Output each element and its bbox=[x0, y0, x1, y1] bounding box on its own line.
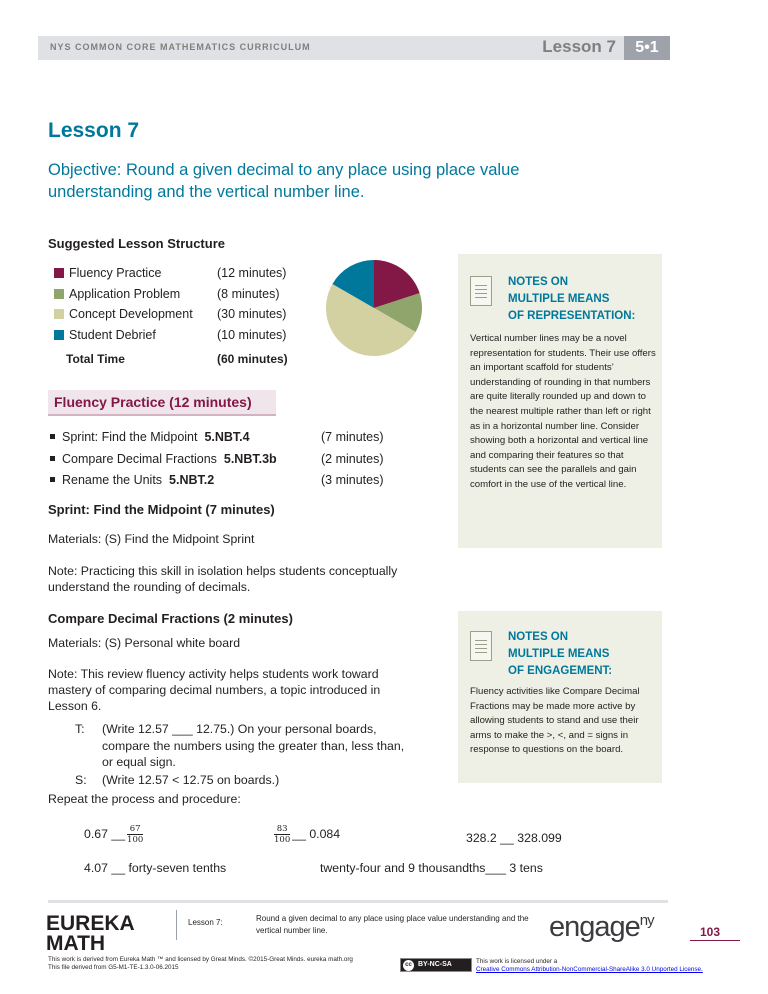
fluency-item-text: Compare Decimal Fractions bbox=[62, 451, 217, 466]
fraction-denominator: 100 bbox=[127, 835, 144, 845]
footer-lesson: Lesson 7: bbox=[188, 918, 223, 927]
fluency-item-minutes: (3 minutes) bbox=[321, 473, 384, 488]
bullet-icon bbox=[50, 477, 55, 482]
page-number-underline bbox=[690, 940, 740, 941]
notes-heading-line: MULTIPLE MEANS bbox=[508, 648, 610, 660]
structure-heading: Suggested Lesson Structure bbox=[48, 236, 225, 251]
teacher-line bbox=[48, 721, 448, 771]
structure-row bbox=[54, 287, 304, 308]
dialogue-text: (Write 12.57 ___ 12.75.) On your personal boards, compare the numbers using the greater than, less than, or equal sign. bbox=[102, 722, 405, 769]
compare-note: Note: This review fluency activity helps students work toward mastery of comparing decimal numbers, a topic introduced in Lesson 6. bbox=[48, 667, 381, 713]
notes-body: Vertical number lines may be a novel representation for students. Their use offers an important scaffold for students’ understanding of rounding in that numbers are quite literally rounded up and down to the nearest multiple rather than left or right as in a horizontal number line. Consider showing both a horizontal and vertical line and comparing their features so that students can see the parallels and gain comfort in the use of the vertical line. bbox=[470, 333, 656, 490]
speaker-label: S: bbox=[75, 773, 87, 787]
notes-representation-box bbox=[458, 254, 662, 548]
credit-line: This file derived from G5-M1-TE-1.3.0-06.2015 bbox=[48, 964, 179, 971]
repeat-instruction: Repeat the process and procedure: bbox=[48, 792, 241, 806]
fraction-numerator: 67 bbox=[127, 824, 143, 835]
legend-swatch bbox=[54, 268, 64, 278]
cc-icon: cc bbox=[403, 960, 414, 971]
legend-swatch bbox=[54, 309, 64, 319]
comparison-expression: 4.07 __ forty-seven tenths bbox=[84, 861, 227, 875]
sprint-materials: Materials: (S) Find the Midpoint Sprint bbox=[48, 532, 255, 546]
bullet-icon bbox=[50, 434, 55, 439]
total-label: Total Time bbox=[66, 352, 125, 366]
fraction-numerator: 83 bbox=[274, 824, 290, 835]
fluency-item-text: Sprint: Find the Midpoint bbox=[62, 430, 198, 444]
legend-swatch bbox=[54, 330, 64, 340]
fluency-list bbox=[50, 430, 400, 495]
license-link[interactable]: Creative Commons Attribution-NonCommercial-ShareAlike 3.0 Unported License. bbox=[476, 966, 703, 973]
curriculum-label: NYS COMMON CORE MATHEMATICS CURRICULUM bbox=[50, 42, 311, 52]
objective: Objective: Round a given decimal to any place using place value understanding and the vertical number line. bbox=[48, 161, 520, 201]
comparison-expression bbox=[272, 824, 340, 845]
comparison-expression: 328.2 __ 328.099 bbox=[466, 831, 562, 845]
structure-label: Concept Development bbox=[69, 307, 193, 321]
fluency-item-standard: 5.NBT.4 bbox=[204, 430, 250, 444]
fluency-item-minutes: (2 minutes) bbox=[321, 451, 384, 466]
structure-row bbox=[54, 328, 304, 349]
footer-description: Round a given decimal to any place using place value understanding and the vertical number line. bbox=[256, 914, 529, 935]
fluency-item-minutes: (7 minutes) bbox=[321, 430, 384, 444]
fraction bbox=[274, 824, 290, 845]
footer-credits bbox=[48, 956, 353, 972]
notes-heading-line: OF ENGAGEMENT: bbox=[508, 665, 613, 677]
sprint-note: Note: Practicing this skill in isolation helps students conceptually understand the rounding of decimals. bbox=[48, 564, 398, 594]
fluency-banner-text: Fluency Practice (12 minutes) bbox=[54, 394, 252, 410]
fluency-item-standard: 5.NBT.2 bbox=[169, 473, 215, 488]
structure-row bbox=[54, 266, 304, 287]
fluency-item bbox=[50, 430, 400, 452]
license-text bbox=[476, 958, 703, 974]
fluency-item-standard: 5.NBT.3b bbox=[223, 451, 277, 466]
dialogue-text: (Write 12.57 < 12.75 on boards.) bbox=[102, 773, 280, 787]
structure-label: Application Problem bbox=[69, 286, 181, 301]
expression-text: __ 0.084 bbox=[292, 826, 341, 841]
structure-minutes: (10 minutes) bbox=[217, 327, 287, 342]
logo-line: MATH bbox=[46, 932, 106, 955]
notes-heading-line: NOTES ON bbox=[508, 631, 569, 643]
legend-swatch bbox=[54, 289, 64, 299]
sprint-heading: Sprint: Find the Midpoint (7 minutes) bbox=[48, 502, 275, 517]
fraction bbox=[127, 824, 143, 845]
engageny-logo bbox=[549, 912, 654, 942]
expression-text: 0.67 __ bbox=[84, 826, 126, 841]
structure-label: Fluency Practice bbox=[69, 266, 162, 280]
notes-heading-line: MULTIPLE MEANS bbox=[508, 293, 610, 305]
notes-icon bbox=[470, 276, 492, 306]
compare-materials: Materials: (S) Personal white board bbox=[48, 636, 241, 650]
comparison-expression: twenty-four and 9 thousandths___ 3 tens bbox=[320, 861, 543, 875]
cc-badge-text: BY-NC-SA bbox=[418, 961, 452, 968]
page-header bbox=[38, 36, 670, 60]
logo-sup: ny bbox=[639, 912, 654, 929]
fluency-practice-banner bbox=[48, 390, 276, 416]
structure-row bbox=[54, 307, 304, 328]
fraction-denominator: 100 bbox=[274, 835, 291, 845]
notes-icon bbox=[470, 631, 492, 661]
license-prefix: This work is licensed under a bbox=[476, 958, 558, 965]
creative-commons-badge bbox=[400, 958, 472, 972]
student-line bbox=[48, 772, 448, 789]
module-badge: 5•1 bbox=[624, 36, 670, 60]
footer-separator bbox=[176, 910, 177, 940]
lesson-title: Lesson 7 bbox=[48, 119, 140, 142]
comparison-expression bbox=[84, 824, 145, 845]
structure-minutes: (8 minutes) bbox=[217, 286, 280, 301]
structure-list bbox=[54, 266, 304, 372]
logo-line: EUREKA bbox=[46, 912, 135, 935]
fluency-item bbox=[50, 473, 400, 495]
notes-body: Fluency activities like Compare Decimal Fractions may be made more active by allowing students to stand and use their arms to make the >, <, and = signs in response to questions on the board. bbox=[470, 686, 640, 756]
logo-text: engage bbox=[549, 911, 640, 943]
total-time-row bbox=[54, 352, 304, 372]
structure-minutes: (30 minutes) bbox=[217, 307, 287, 321]
page-number: 103 bbox=[700, 925, 721, 939]
structure-label: Student Debrief bbox=[69, 327, 156, 342]
speaker-label: T: bbox=[75, 722, 85, 736]
fluency-item-text: Rename the Units bbox=[62, 473, 163, 488]
credit-line: This work is derived from Eureka Math ™ and licensed by Great Minds. ©2015-Great Minds. eureka math.org bbox=[48, 956, 353, 963]
total-minutes: (60 minutes) bbox=[217, 352, 288, 366]
fluency-item bbox=[50, 452, 400, 474]
notes-engagement-box bbox=[458, 611, 662, 783]
notes-heading-line: OF REPRESENTATION: bbox=[508, 310, 636, 322]
notes-heading-line: NOTES ON bbox=[508, 276, 569, 288]
notes-heading bbox=[508, 274, 635, 325]
bullet-icon bbox=[50, 456, 55, 461]
compare-heading: Compare Decimal Fractions (2 minutes) bbox=[48, 611, 293, 626]
lesson-structure-pie-chart bbox=[324, 258, 424, 358]
structure-minutes: (12 minutes) bbox=[217, 266, 287, 280]
eureka-math-logo bbox=[46, 914, 135, 954]
footer-divider bbox=[48, 900, 668, 903]
notes-heading bbox=[508, 629, 612, 680]
header-lesson: Lesson 7 bbox=[542, 37, 616, 56]
